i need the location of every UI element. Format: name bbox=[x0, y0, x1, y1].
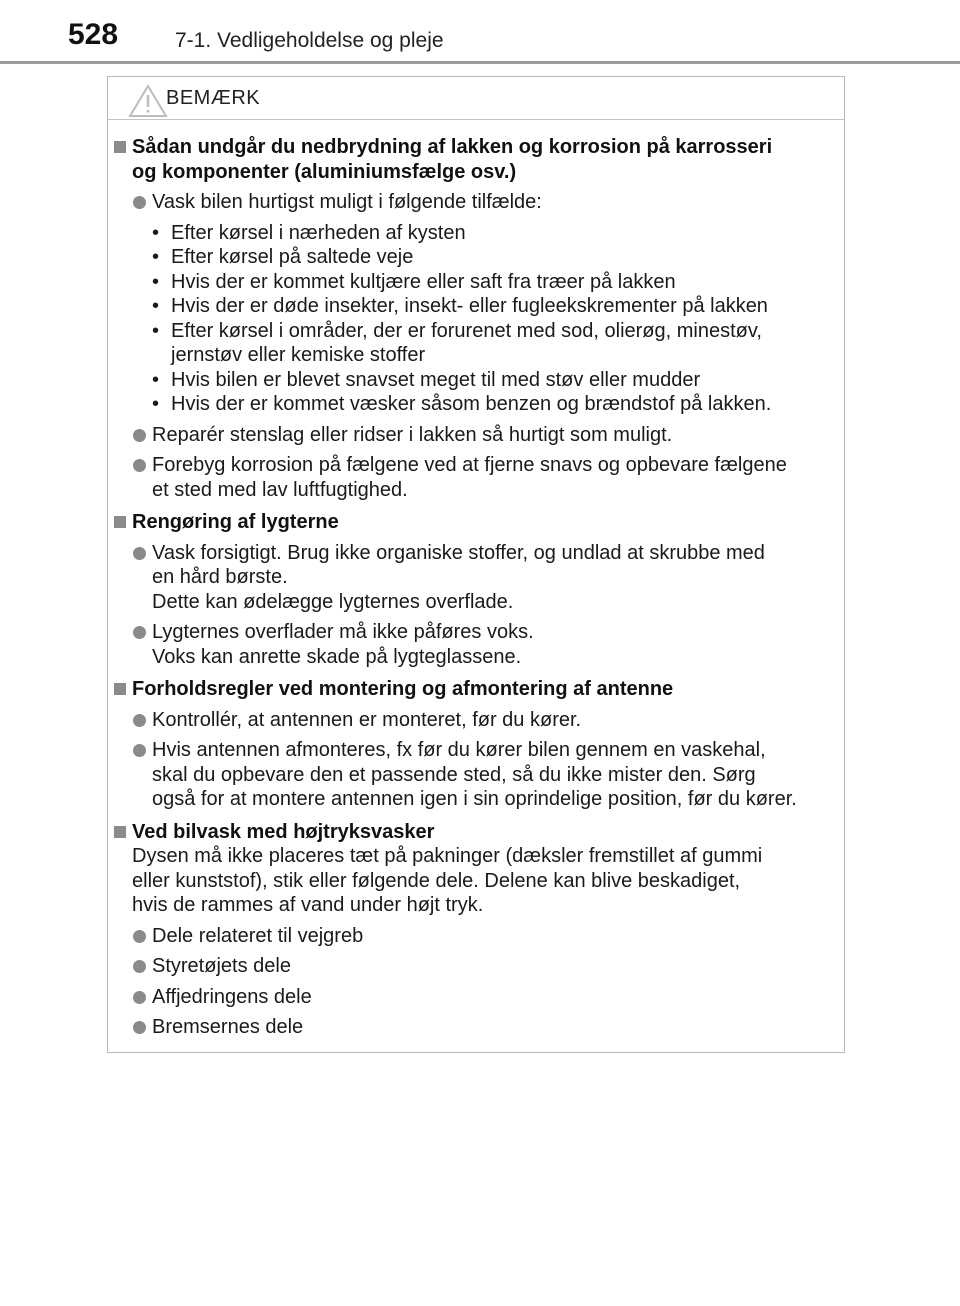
section-heading: Rengøring af lygterne bbox=[108, 510, 828, 535]
sub-list-item: • Efter kørsel i nærheden af kysten bbox=[152, 221, 828, 246]
section-heading: Sådan undgår du nedbrydning af lakken og korrosion på karrosseri og komponenter (aluminiumsfælge osv.) bbox=[108, 135, 828, 184]
list-item: Forebyg korrosion på fælgene ved at fjerne snavs og opbevare fælgene et sted med lav luftfugtighed. bbox=[108, 453, 828, 502]
section-heading: Ved bilvask med højtryksvasker bbox=[108, 820, 828, 845]
sub-list-item: • Hvis der er kommet væsker såsom benzen og brændstof på lakken. bbox=[152, 392, 828, 417]
header-rule bbox=[0, 61, 960, 64]
list-item: Hvis antennen afmonteres, fx før du kører bilen gennem en vaskehal, skal du opbevare den et passende sted, så du ikke mister den. Sørg også for at montere antennen igen i sin oprindelige position, før du kører. bbox=[108, 738, 828, 812]
list-item: Affjedringens dele bbox=[108, 985, 828, 1010]
section-paint-corrosion bbox=[108, 135, 844, 502]
list-item: Kontrollér, at antennen er monteret, før du kører. bbox=[108, 708, 828, 733]
list-item: Vask forsigtigt. Brug ikke organiske stoffer, og undlad at skrubbe med en hård børste. Dette kan ødelægge lygternes overflade. bbox=[108, 541, 828, 615]
notice-box bbox=[107, 76, 845, 1053]
sub-list-item: • Efter kørsel i områder, der er forurenet med sod, olierøg, minestøv, jernstøv eller kemiske stoffer bbox=[152, 319, 828, 368]
sub-list bbox=[108, 221, 828, 417]
sub-list-item: • Hvis bilen er blevet snavset meget til med støv eller mudder bbox=[152, 368, 828, 393]
list-item: Reparér stenslag eller ridser i lakken så hurtigt som muligt. bbox=[108, 423, 828, 448]
notice-body bbox=[108, 135, 844, 1040]
warning-triangle-icon bbox=[128, 84, 168, 118]
section-paragraph: Dysen må ikke placeres tæt på pakninger (dæksler fremstillet af gummi eller kunststof), stik eller følgende dele. Delene kan blive beskadiget, hvis de rammes af vand under højt tryk. bbox=[132, 845, 763, 916]
section-pressure-washer bbox=[108, 820, 844, 1040]
section-headlight-cleaning bbox=[108, 510, 844, 669]
list-item: Lygternes overflader må ikke påføres voks. Voks kan anrette skade på lygteglassene. bbox=[108, 620, 828, 669]
page-header bbox=[0, 0, 960, 62]
section-title: 7-1. Vedligeholdelse og pleje bbox=[175, 29, 444, 52]
notice-title: BEMÆRK bbox=[166, 87, 261, 109]
list-item: Vask bilen hurtigst muligt i følgende tilfælde: bbox=[108, 190, 828, 215]
list-item: Bremsernes dele bbox=[108, 1015, 828, 1040]
page-number: 528 bbox=[68, 18, 119, 51]
sub-list-item: • Efter kørsel på saltede veje bbox=[152, 245, 828, 270]
sub-list-item: • Hvis der er kommet kultjære eller saft fra træer på lakken bbox=[152, 270, 828, 295]
notice-header bbox=[108, 77, 844, 120]
section-heading: Forholdsregler ved montering og afmontering af antenne bbox=[108, 677, 828, 702]
list-item: Styretøjets dele bbox=[108, 954, 828, 979]
list-item: Dele relateret til vejgreb bbox=[108, 924, 828, 949]
section-antenna bbox=[108, 677, 844, 812]
sub-list-item: • Hvis der er døde insekter, insekt- eller fugleekskrementer på lakken bbox=[152, 294, 828, 319]
